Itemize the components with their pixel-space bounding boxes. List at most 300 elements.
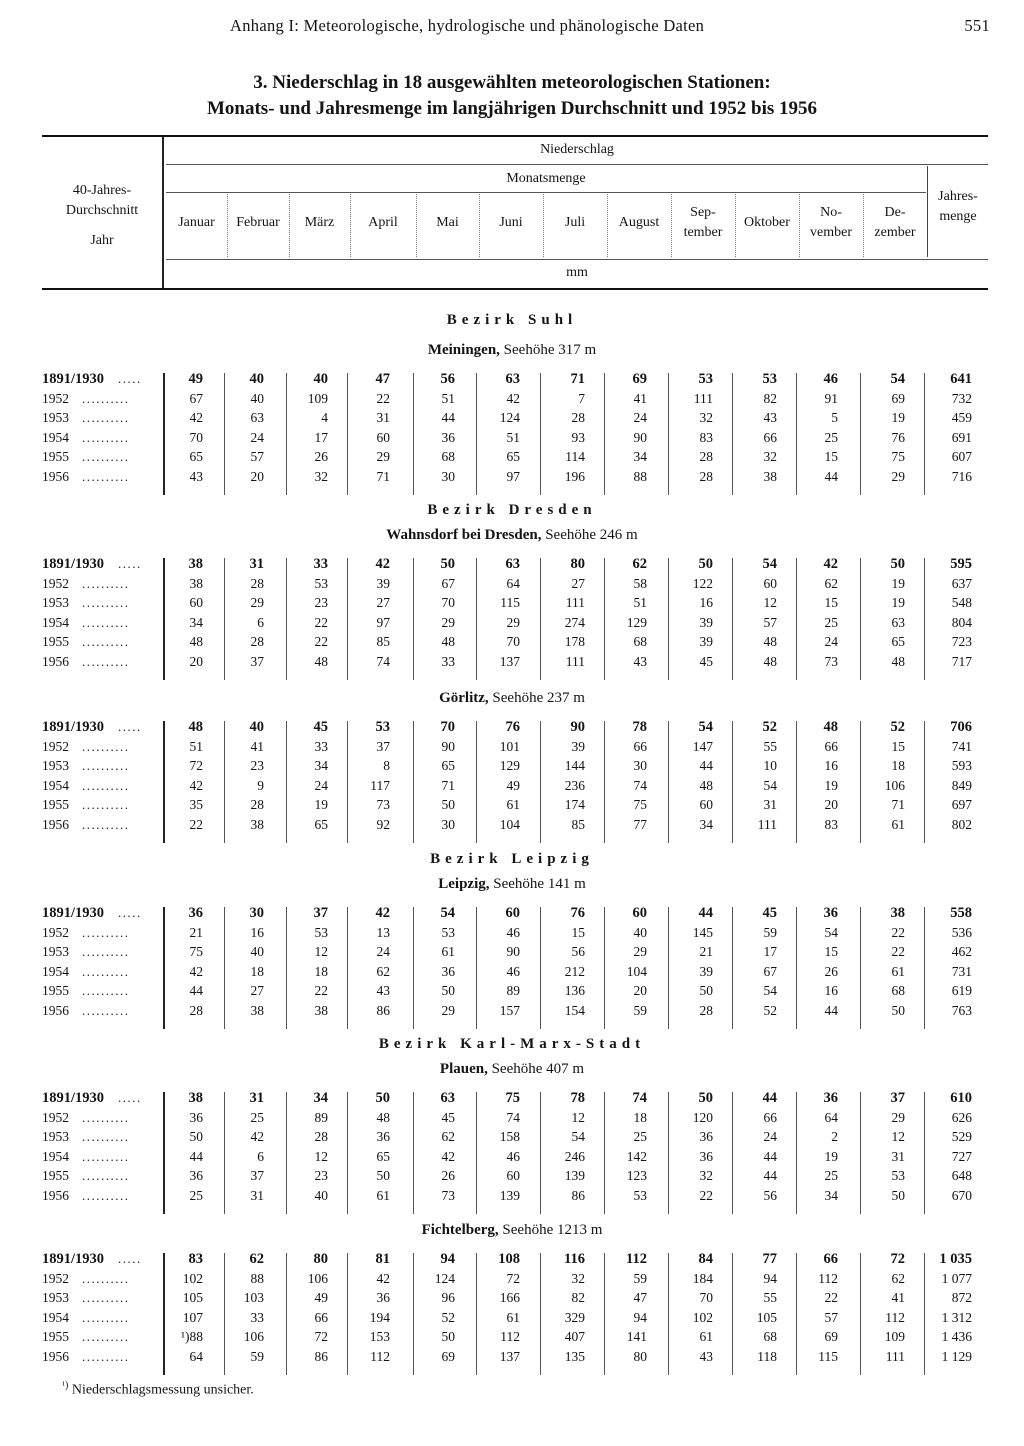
leader-dots: .......... xyxy=(82,429,130,445)
stub-divider xyxy=(163,1092,165,1214)
month-header xyxy=(416,213,479,233)
month-value-cell: 137 xyxy=(499,1349,520,1364)
month-value-cell: 54 xyxy=(763,777,777,793)
column-divider xyxy=(476,373,477,495)
column-divider xyxy=(604,373,605,495)
footnote-mark: ¹) xyxy=(62,1380,69,1391)
month-value-cell: 5 xyxy=(831,410,838,426)
month-value-cell: 145 xyxy=(692,924,713,940)
month-value-cell: 76 xyxy=(570,905,585,921)
month-value-cell: 48 xyxy=(763,654,777,669)
month-value-cell: 38 xyxy=(250,1003,264,1018)
column-divider xyxy=(732,1092,733,1214)
column-divider xyxy=(224,1253,225,1375)
month-value-cell: 32 xyxy=(763,449,777,465)
month-value-cell: 86 xyxy=(571,1188,585,1203)
month-value-cell: 41 xyxy=(891,1290,905,1306)
annual-total-cell: 462 xyxy=(951,944,972,960)
month-value-cell: 16 xyxy=(699,595,713,611)
month-value-cell: 23 xyxy=(314,595,328,611)
month-value-cell: 37 xyxy=(376,738,390,754)
column-divider xyxy=(732,373,733,495)
column-divider xyxy=(286,373,287,495)
header-rule-bottom xyxy=(42,288,988,290)
month-value-cell: 71 xyxy=(891,797,905,813)
month-value-cell: 19 xyxy=(824,777,838,793)
month-value-cell: 54 xyxy=(440,905,455,921)
annual-total-cell: 548 xyxy=(951,595,972,611)
month-header-line-1: No- xyxy=(820,205,842,220)
station-name: Leipzig, xyxy=(438,876,490,892)
month-value-cell: 58 xyxy=(633,575,647,591)
station-elevation: Seehöhe 237 m xyxy=(492,690,585,706)
month-value-cell: 62 xyxy=(632,556,647,572)
month-value-cell: 19 xyxy=(891,410,905,426)
month-value-cell: 108 xyxy=(498,1251,520,1267)
month-value-cell: 42 xyxy=(376,1270,390,1286)
month-value-cell: 75 xyxy=(891,449,905,465)
leader-dots: ..... xyxy=(118,1090,142,1105)
row-year: 1954 xyxy=(42,1309,69,1325)
annual-total-cell: 763 xyxy=(951,1003,972,1018)
column-divider xyxy=(540,1253,541,1375)
month-value-cell: 25 xyxy=(189,1188,203,1203)
row-year-average: 1891/1930 xyxy=(42,1251,105,1267)
month-header-line-1: März xyxy=(304,215,335,230)
column-divider xyxy=(540,1092,541,1214)
month-value-cell: 75 xyxy=(633,797,647,813)
leader-dots: .......... xyxy=(82,983,130,999)
month-value-cell: 51 xyxy=(189,738,203,754)
column-divider xyxy=(924,721,925,843)
month-value-cell: 117 xyxy=(370,777,390,793)
column-divider xyxy=(224,373,225,495)
column-divider xyxy=(924,907,925,1029)
column-divider xyxy=(732,558,733,680)
leader-dots: .......... xyxy=(82,1109,130,1125)
month-value-cell: 57 xyxy=(763,614,777,630)
month-value-cell: 136 xyxy=(564,983,585,999)
column-divider xyxy=(540,373,541,495)
station-heading xyxy=(0,690,1024,707)
column-divider xyxy=(476,558,477,680)
column-divider xyxy=(224,558,225,680)
month-value-cell: 22 xyxy=(699,1188,713,1203)
annual-total-cell: 697 xyxy=(951,797,972,813)
month-value-cell: 39 xyxy=(376,575,390,591)
month-value-cell: 36 xyxy=(823,1090,838,1106)
month-value-cell: 15 xyxy=(571,924,585,940)
month-value-cell: 53 xyxy=(762,371,777,387)
month-value-cell: 29 xyxy=(891,1109,905,1125)
month-value-cell: 50 xyxy=(189,1129,203,1145)
annual-total-cell: 529 xyxy=(951,1129,972,1145)
month-value-cell: 67 xyxy=(441,575,455,591)
annual-total-cell: 593 xyxy=(951,758,972,774)
month-value-cell: 80 xyxy=(633,1349,647,1364)
leader-dots: .......... xyxy=(82,390,130,406)
month-value-cell: 16 xyxy=(824,758,838,774)
leader-dots: ..... xyxy=(118,556,142,571)
row-year: 1955 xyxy=(42,983,69,999)
month-value-cell: 97 xyxy=(506,469,520,484)
month-value-cell: 109 xyxy=(884,1329,905,1345)
month-value-cell: 147 xyxy=(692,738,713,754)
column-divider xyxy=(347,558,348,680)
month-value-cell: 66 xyxy=(824,738,838,754)
month-value-cell: 72 xyxy=(506,1270,520,1286)
month-value-cell: 20 xyxy=(633,983,647,999)
month-value-cell: 44 xyxy=(824,469,838,484)
header-rule-unit xyxy=(166,259,988,260)
month-header-line-1: August xyxy=(618,215,660,230)
month-value-cell: 34 xyxy=(824,1188,838,1203)
stub-divider xyxy=(163,907,165,1029)
bezirk-heading: Bezirk Leipzig xyxy=(430,851,594,867)
month-value-cell: 24 xyxy=(824,634,838,650)
month-value-cell: 52 xyxy=(763,1003,777,1018)
month-value-cell: 111 xyxy=(565,654,585,669)
month-value-cell: 22 xyxy=(891,944,905,960)
month-value-cell: 59 xyxy=(633,1270,647,1286)
month-value-cell: 16 xyxy=(824,983,838,999)
month-value-cell: 71 xyxy=(441,777,455,793)
annual-total-cell: 804 xyxy=(951,614,972,630)
month-value-cell: 111 xyxy=(885,1349,905,1364)
stub-divider xyxy=(163,1253,165,1375)
month-value-cell: 68 xyxy=(891,983,905,999)
month-value-cell: 69 xyxy=(891,390,905,406)
header-jahresmenge xyxy=(928,187,988,227)
month-value-cell: 64 xyxy=(824,1109,838,1125)
leader-dots: .......... xyxy=(82,654,130,669)
month-value-cell: 103 xyxy=(243,1290,264,1306)
month-value-cell: 49 xyxy=(314,1290,328,1306)
annual-total-cell: 802 xyxy=(951,817,972,832)
column-divider xyxy=(668,721,669,843)
month-value-cell: 59 xyxy=(763,924,777,940)
leader-dots: ..... xyxy=(118,905,142,920)
month-value-cell: 124 xyxy=(434,1270,455,1286)
month-value-cell: 38 xyxy=(763,469,777,484)
row-year: 1954 xyxy=(42,963,69,979)
month-value-cell: 13 xyxy=(376,924,390,940)
month-value-cell: 37 xyxy=(250,654,264,669)
stub-divider xyxy=(163,721,165,843)
month-value-cell: 65 xyxy=(891,634,905,650)
row-year: 1956 xyxy=(42,654,69,669)
row-year: 1952 xyxy=(42,738,69,754)
month-value-cell: 60 xyxy=(763,575,777,591)
month-value-cell: 35 xyxy=(189,797,203,813)
header-rule-top xyxy=(42,135,988,137)
month-value-cell: 67 xyxy=(763,963,777,979)
month-value-cell: 29 xyxy=(506,614,520,630)
row-year: 1953 xyxy=(42,1290,69,1306)
row-year: 1956 xyxy=(42,1349,69,1364)
annual-total-cell: 717 xyxy=(951,654,972,669)
header-rule-monatsmenge xyxy=(166,192,926,193)
month-value-cell: 48 xyxy=(188,719,203,735)
month-value-cell: 71 xyxy=(376,469,390,484)
month-value-cell: 83 xyxy=(824,817,838,832)
header-column-divider xyxy=(350,194,351,257)
month-value-cell: 68 xyxy=(441,449,455,465)
month-value-cell: 36 xyxy=(188,905,203,921)
month-value-cell: 73 xyxy=(376,797,390,813)
annual-total-cell: 1 436 xyxy=(941,1329,972,1345)
month-value-cell: 64 xyxy=(506,575,520,591)
month-value-cell: 44 xyxy=(824,1003,838,1018)
month-value-cell: 28 xyxy=(250,575,264,591)
month-value-cell: 43 xyxy=(763,410,777,426)
column-divider xyxy=(347,1092,348,1214)
month-value-cell: 67 xyxy=(189,390,203,406)
month-value-cell: 53 xyxy=(314,575,328,591)
month-value-cell: 57 xyxy=(824,1309,838,1325)
month-value-cell: 61 xyxy=(441,944,455,960)
page-number: 551 xyxy=(964,16,990,35)
month-value-cell: 55 xyxy=(763,1290,777,1306)
month-value-cell: 63 xyxy=(505,371,520,387)
header-column-divider xyxy=(799,194,800,257)
month-value-cell: 274 xyxy=(564,614,585,630)
column-divider xyxy=(668,907,669,1029)
row-label-year: Jahr xyxy=(90,233,114,248)
header-column-divider xyxy=(671,194,672,257)
month-header-line-1: Juni xyxy=(499,215,523,230)
month-value-cell: 50 xyxy=(890,556,905,572)
month-value-cell: 112 xyxy=(626,1251,647,1267)
annual-total-cell: 536 xyxy=(951,924,972,940)
column-divider xyxy=(413,1253,414,1375)
month-value-cell: 28 xyxy=(699,469,713,484)
month-value-cell: 246 xyxy=(564,1148,585,1164)
running-head-title: Anhang I: Meteorologische, hydrologische und phänologische Daten xyxy=(230,16,705,35)
month-value-cell: 90 xyxy=(506,944,520,960)
station-name: Wahnsdorf bei Dresden, xyxy=(386,527,542,543)
month-value-cell: 29 xyxy=(441,1003,455,1018)
month-value-cell: 22 xyxy=(314,614,328,630)
month-value-cell: 20 xyxy=(189,654,203,669)
table-title-line-2: Monats- und Jahresmenge im langjährigen Durchschnitt und 1952 bis 1956 xyxy=(206,98,817,119)
month-value-cell: 50 xyxy=(441,1329,455,1345)
month-value-cell: 105 xyxy=(182,1290,203,1306)
header-column-divider xyxy=(543,194,544,257)
column-divider xyxy=(604,1092,605,1214)
month-value-cell: 44 xyxy=(699,758,713,774)
column-divider xyxy=(476,1092,477,1214)
month-value-cell: 82 xyxy=(763,390,777,406)
column-divider xyxy=(224,1092,225,1214)
month-value-cell: 62 xyxy=(824,575,838,591)
month-value-cell: 80 xyxy=(570,556,585,572)
row-year: 1952 xyxy=(42,1270,69,1286)
month-header xyxy=(350,213,416,233)
column-divider xyxy=(924,558,925,680)
month-value-cell: 12 xyxy=(571,1109,585,1125)
month-value-cell: 40 xyxy=(313,371,328,387)
month-value-cell: 86 xyxy=(314,1349,328,1364)
month-value-cell: 124 xyxy=(499,410,520,426)
header-column-divider xyxy=(863,194,864,257)
column-divider xyxy=(668,1253,669,1375)
month-value-cell: 85 xyxy=(376,634,390,650)
month-value-cell: 36 xyxy=(189,1109,203,1125)
month-value-cell: 12 xyxy=(763,595,777,611)
month-value-cell: 49 xyxy=(188,371,203,387)
month-value-cell: 9 xyxy=(257,777,264,793)
month-value-cell: 42 xyxy=(506,390,520,406)
leader-dots: .......... xyxy=(82,758,130,774)
month-value-cell: 36 xyxy=(376,1290,390,1306)
month-value-cell: 42 xyxy=(250,1129,264,1145)
table-header xyxy=(42,135,988,290)
month-value-cell: 65 xyxy=(506,449,520,465)
month-value-cell: 12 xyxy=(314,944,328,960)
month-value-cell: 63 xyxy=(505,556,520,572)
month-value-cell: 25 xyxy=(633,1129,647,1145)
month-value-cell: 70 xyxy=(441,595,455,611)
month-value-cell: 54 xyxy=(698,719,713,735)
month-value-cell: 118 xyxy=(757,1349,777,1364)
column-divider xyxy=(732,1253,733,1375)
month-value-cell: 50 xyxy=(440,556,455,572)
month-value-cell: 104 xyxy=(499,817,520,832)
month-value-cell: 77 xyxy=(762,1251,777,1267)
month-value-cell: 77 xyxy=(633,817,647,832)
leader-dots: .......... xyxy=(82,1148,130,1164)
column-divider xyxy=(604,558,605,680)
month-value-cell: 74 xyxy=(376,654,390,669)
header-column-divider xyxy=(416,194,417,257)
month-value-cell: 28 xyxy=(314,1129,328,1145)
month-value-cell: 19 xyxy=(891,575,905,591)
month-value-cell: 27 xyxy=(376,595,390,611)
month-value-cell: 34 xyxy=(189,614,203,630)
month-value-cell: 45 xyxy=(762,905,777,921)
month-value-cell: 73 xyxy=(824,654,838,669)
row-year: 1954 xyxy=(42,777,69,793)
month-value-cell: 15 xyxy=(824,449,838,465)
column-divider xyxy=(347,907,348,1029)
month-value-cell: 74 xyxy=(633,777,647,793)
annual-total-cell: 1 129 xyxy=(941,1349,972,1364)
month-value-cell: 174 xyxy=(564,797,585,813)
annual-total-cell: 691 xyxy=(951,429,972,445)
month-value-cell: 48 xyxy=(699,777,713,793)
station-name: Meiningen, xyxy=(427,342,500,358)
row-year: 1953 xyxy=(42,1129,69,1145)
column-divider xyxy=(796,721,797,843)
month-value-cell: 24 xyxy=(314,777,328,793)
month-value-cell: 61 xyxy=(699,1329,713,1345)
month-value-cell: 30 xyxy=(441,817,455,832)
month-value-cell: 75 xyxy=(505,1090,520,1106)
station-elevation: Seehöhe 141 m xyxy=(493,876,586,892)
month-value-cell: 2 xyxy=(831,1129,838,1145)
month-value-cell: 34 xyxy=(314,758,328,774)
month-value-cell: 115 xyxy=(818,1349,838,1364)
month-value-cell: 51 xyxy=(633,595,647,611)
month-value-cell: 50 xyxy=(698,1090,713,1106)
month-header xyxy=(543,213,607,233)
month-header xyxy=(607,213,671,233)
footnote-text: Niederschlagsmessung unsicher. xyxy=(71,1382,254,1398)
month-value-cell: 38 xyxy=(314,1003,328,1018)
month-value-cell: 61 xyxy=(376,1188,390,1203)
month-value-cell: 45 xyxy=(441,1109,455,1125)
column-divider xyxy=(604,1253,605,1375)
row-year: 1953 xyxy=(42,944,69,960)
leader-dots: .......... xyxy=(82,1168,130,1184)
month-value-cell: 123 xyxy=(626,1168,647,1184)
month-value-cell: 90 xyxy=(570,719,585,735)
month-value-cell: 65 xyxy=(314,817,328,832)
header-rule-niederschlag xyxy=(166,164,988,165)
column-divider xyxy=(476,721,477,843)
month-value-cell: 4 xyxy=(321,410,328,426)
month-value-cell: 6 xyxy=(257,1148,264,1164)
month-value-cell: 137 xyxy=(499,654,520,669)
header-column-divider xyxy=(479,194,480,257)
month-value-cell: 49 xyxy=(506,777,520,793)
month-value-cell: 56 xyxy=(763,1188,777,1203)
month-value-cell: 20 xyxy=(250,469,264,484)
month-value-cell: 61 xyxy=(506,797,520,813)
month-value-cell: 22 xyxy=(314,634,328,650)
annual-total-cell: 1 077 xyxy=(941,1270,972,1286)
month-value-cell: 28 xyxy=(250,634,264,650)
month-value-cell: 17 xyxy=(314,429,328,445)
month-header-line-2: tember xyxy=(683,225,723,240)
month-value-cell: 17 xyxy=(763,944,777,960)
month-value-cell: 36 xyxy=(189,1168,203,1184)
month-value-cell: 66 xyxy=(763,1109,777,1125)
month-value-cell: 166 xyxy=(499,1290,520,1306)
month-value-cell: 40 xyxy=(633,924,647,940)
month-value-cell: 66 xyxy=(314,1309,328,1325)
column-divider xyxy=(347,721,348,843)
month-value-cell: 24 xyxy=(633,410,647,426)
month-value-cell: 112 xyxy=(818,1270,838,1286)
month-value-cell: 42 xyxy=(375,556,390,572)
row-year-average: 1891/1930 xyxy=(42,371,105,387)
month-value-cell: 47 xyxy=(375,371,390,387)
month-value-cell: 139 xyxy=(499,1188,520,1203)
column-divider xyxy=(413,373,414,495)
month-value-cell: 63 xyxy=(891,614,905,630)
month-value-cell: 22 xyxy=(376,390,390,406)
month-value-cell: 83 xyxy=(188,1251,203,1267)
annual-total-cell: 670 xyxy=(951,1188,972,1203)
month-value-cell: 106 xyxy=(884,777,905,793)
column-divider xyxy=(224,907,225,1029)
month-value-cell: 19 xyxy=(314,797,328,813)
month-value-cell: 28 xyxy=(571,410,585,426)
month-value-cell: 407 xyxy=(564,1329,585,1345)
column-divider xyxy=(286,1092,287,1214)
month-value-cell: 38 xyxy=(890,905,905,921)
month-value-cell: 68 xyxy=(763,1329,777,1345)
month-value-cell: 19 xyxy=(824,1148,838,1164)
month-value-cell: 62 xyxy=(376,963,390,979)
month-value-cell: 158 xyxy=(499,1129,520,1145)
month-value-cell: 43 xyxy=(376,983,390,999)
column-divider xyxy=(286,1253,287,1375)
month-value-cell: 82 xyxy=(571,1290,585,1306)
month-value-cell: 21 xyxy=(189,924,203,940)
